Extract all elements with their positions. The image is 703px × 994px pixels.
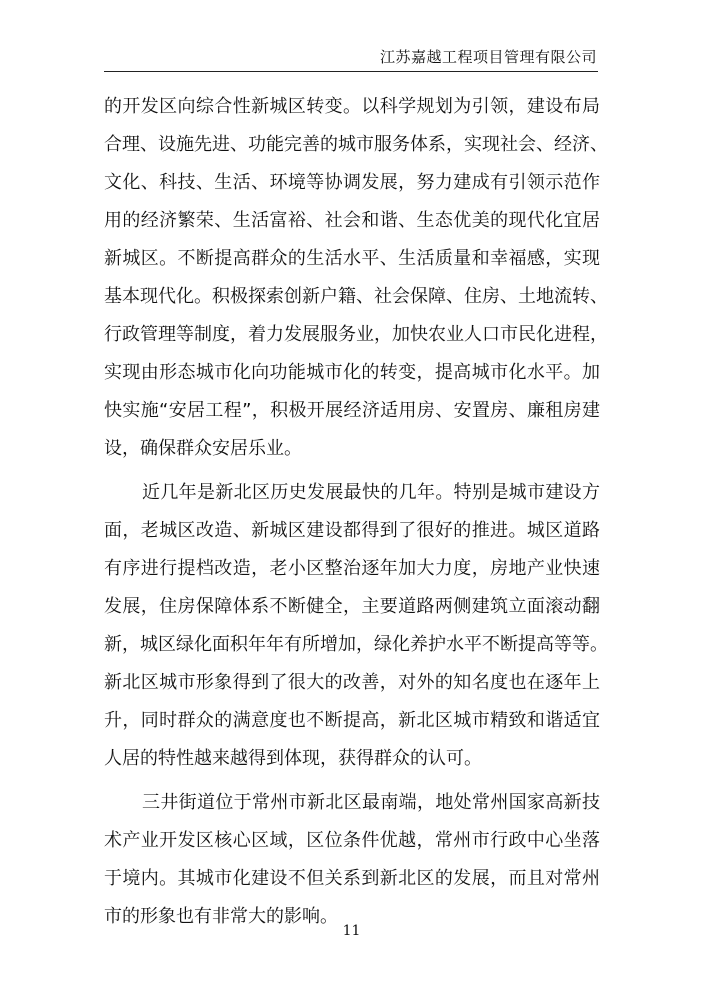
text-line: 发展，住房保障体系不断健全，主要道路两侧建筑立面滚动翻 <box>104 596 600 617</box>
text-line: 行政管理等制度，着力发展服务业，加快农业人口市民化进程， <box>104 324 608 345</box>
text-line: 文化、科技、生活、环境等协调发展，努力建成有引领示范作 <box>104 172 600 193</box>
text-line: 合理、设施先进、功能完善的城市服务体系，实现社会、经济、 <box>104 134 608 155</box>
document-body <box>104 88 608 936</box>
text-line: 新，城区绿化面积年年有所增加，绿化养护水平不断提高等等。 <box>104 634 608 655</box>
text-line: 设，确保群众安居乐业。 <box>104 438 302 459</box>
text-line: 术产业开发区核心区域，区位条件优越，常州市行政中心坐落 <box>104 830 600 851</box>
text-line: 市的形象也有非常大的影响。 <box>104 906 338 927</box>
text-line: 于境内。其城市化建设不但关系到新北区的发展，而且对常州 <box>104 868 600 889</box>
text-line: 升，同时群众的满意度也不断提高，新北区城市精致和谐适宜 <box>104 710 600 731</box>
header-divider <box>104 71 598 72</box>
text-line: 实现由形态城市化向功能城市化的转变，提高城市化水平。加 <box>104 362 600 383</box>
text-line: 新城区。不断提高群众的生活水平、生活质量和幸福感，实现 <box>104 248 600 269</box>
text-line: 快实施“安居工程”，积极开展经济适用房、安置房、廉租房建 <box>104 400 600 421</box>
page-number: 11 <box>342 923 361 939</box>
text-line: 三井街道位于常州市新北区最南端，地处常州国家高新技 <box>142 792 600 813</box>
text-line: 近几年是新北区历史发展最快的几年。特别是城市建设方 <box>142 482 600 503</box>
text-line: 人居的特性越来越得到体现，获得群众的认可。 <box>104 748 482 769</box>
text-line: 用的经济繁荣、生活富裕、社会和谐、生态优美的现代化宜居 <box>104 210 600 231</box>
page-header-company: 江苏嘉越工程项目管理有限公司 <box>379 48 597 66</box>
text-line: 面，老城区改造、新城区建设都得到了很好的推进。城区道路 <box>104 520 600 541</box>
text-line: 有序进行提档改造，老小区整治逐年加大力度，房地产业快速 <box>104 558 600 579</box>
text-line: 新北区城市形象得到了很大的改善，对外的知名度也在逐年上 <box>104 672 600 693</box>
text-line: 基本现代化。积极探索创新户籍、社会保障、住房、土地流转、 <box>104 286 608 307</box>
text-line: 的开发区向综合性新城区转变。以科学规划为引领，建设布局 <box>104 96 600 117</box>
